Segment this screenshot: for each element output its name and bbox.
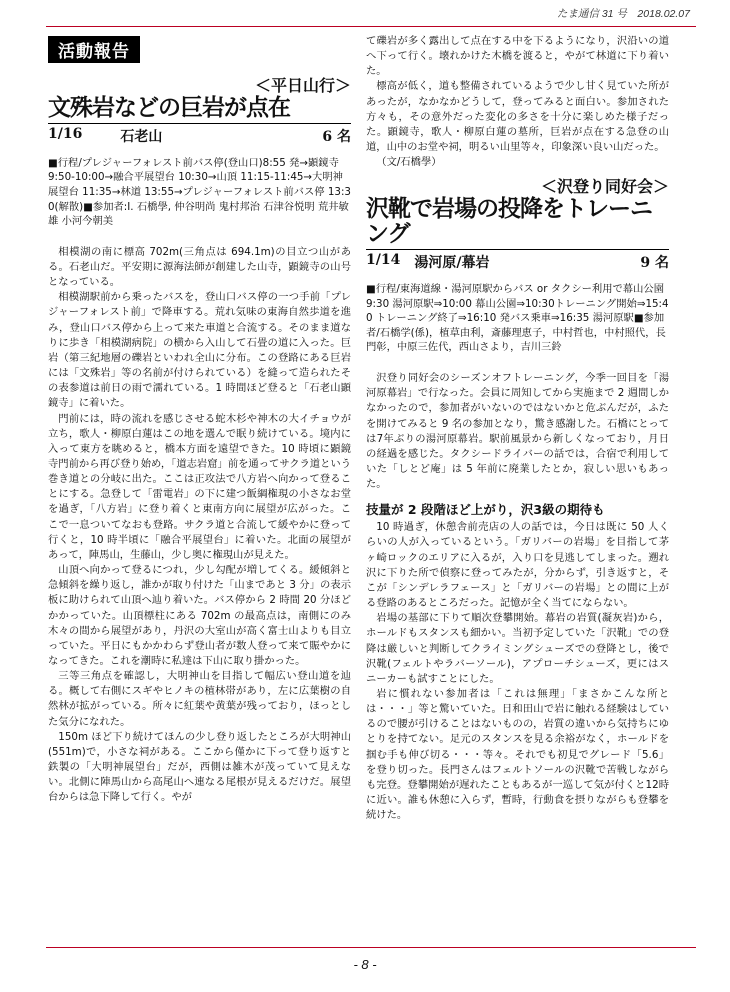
trip-location: 石老山 bbox=[120, 128, 163, 145]
article-title: 沢靴で岩場の投降をトレーニング bbox=[366, 197, 669, 250]
author-signature: （文/石橋學） bbox=[376, 156, 442, 169]
itinerary-block: ■行程/プレジャーフォレスト前バス停(登山口)8:55 発→顕鏡寺 9:50-10:00→融合平展望台 10:30→山頂 11:15-11:45→大明神展望台 11:35→林道 13:55→プレジャーフォレスト前バス停 13:30(解散)■参加者:I. 石橋學, 仲谷明尚 鬼村邦治 石津谷悦明 荒井敏雄 小河今朝美 bbox=[48, 156, 351, 228]
right-column bbox=[366, 34, 669, 823]
paragraph: 山頂へ向かって登るにつれ，少し勾配が増してくる。緩傾斜と急傾斜を繰り返し，誰かが取り付けた「山まであと 3 分」の表示板に助けられて山頂へ辿り着いた。バス停から 2 時間 20 分ほどかかっていた。山頂標柱にある 702m の最高点は，南側にのみ木々の間から展望があり，丹沢の大室山が高く富士山よりも目立っていた。平日にもかかわらず登山者が数人登って来て賑やかになってきた。これを潮時に私達は下山に取り掛かった。 bbox=[48, 564, 351, 668]
paragraph: 10 時過ぎ，休憩舎前売店の人の話では，今日は既に 50 人くらいの人が入っているという。「ガリバーの岩場」を目指して茅ヶ崎ロックのエリアに入るが，入り口を見逃してしまった。遡れ沢に下りた所で偵察に登ってみたが，分からず，引き返すと，そこが「シンデレラフェース」と「ガリバーの岩場」との間に上がる登路のあるところだった。記憶が全く当てにならない。 bbox=[366, 521, 669, 610]
continued-body bbox=[366, 34, 669, 170]
top-rule bbox=[46, 26, 696, 27]
article-info bbox=[48, 126, 351, 146]
itinerary-block: ■行程/東海道線・湯河原駅からバス or タクシー利用で幕山公園 9:30 湯河原駅⇒10:00 幕山公園⇒10:30トレーニング開始⇒15:40 トレーニング終了⇒16:10 発バス乗車⇒16:35 湯河原駅■参加者/石橋学(係)，植草由利，斎藤理恵子，中村哲也，中村照代，長門彰，中原三佐代，西山さより，吉川三鈴 bbox=[366, 283, 669, 354]
article-tag: ＜平日山行＞ bbox=[254, 76, 351, 95]
article-tag: ＜沢登り同好会＞ bbox=[540, 177, 669, 197]
trip-date: 1/16 bbox=[48, 125, 83, 142]
trip-location: 湯河原/幕岩 bbox=[414, 255, 490, 272]
section-subhead: 技量が 2 段階ほど上がり，沢3級の期待も bbox=[366, 502, 605, 518]
paragraph: 三等三角点を確認し，大明神山を目指して幅広い登山道を辿る。概して右側にスギやヒノキの植林帯があり，左に広葉樹の自然林が拡がっている。所々に紅葉や黄葉が残っており，ほっとした気分になれた。 bbox=[48, 670, 351, 728]
article-body bbox=[366, 371, 669, 492]
paragraph: 相模湖駅前から乗ったバスを，登山口バス停の一つ手前「プレジャーフォレスト前」で降車する。荒れ気味の東海自然歩道を進み，登山口バス停から上って来た車道と合流する。そのまま道なりに歩き「相模湖病院」の横から入山して石畳の道に入った。巨岩（第三紀地層の礫岩といわれ全山に分布。この登路にある巨岩には「文殊岩」等の名前が付けられている）を縫って造られたその表参道は前日の雨で濡れている。1 時間ほど登ると「石老山顕鏡寺」に着いた。 bbox=[48, 291, 351, 410]
section-badge: 活動報告 bbox=[48, 36, 140, 63]
paragraph: て礫岩が多く露出して点在する中を下るようになり，沢沿いの道へ下って行く。壊れかけた木橋を渡ると，やがて林道に下り着いた。 bbox=[366, 35, 669, 78]
participant-count: 6 名 bbox=[322, 128, 351, 145]
article-title: 文殊岩などの巨岩が点在 bbox=[48, 96, 351, 124]
paragraph: 相模湖の南に標高 702m(三角点は 694.1m)の目立つ山がある。石老山だ。平安期に源海法師が創建した山寺，顕鏡寺の山号となっている。 bbox=[48, 245, 351, 289]
paragraph: 標高が低く，道も整備されているようで少し甘く見ていた所があったが，なかなかどうして，登ってみると面白い。参加された方々も，その意外だった変化の多さを十分に楽しめた様子だった。顕鏡寺，歌人・柳原白蓮の墓所，巨岩が点在する急登の山道，山中のお堂や祠，明るい山里等々，印象深い良い山だった。 bbox=[366, 80, 669, 154]
paragraph: 沢登り同好会のシーズンオフトレーニング，今季一回目を「湯河原幕岩」で行なった。会員に周知してから実施まで 2 週間しかなかったので，参加者がいないのではないかと危ぶんだが，ふたを開けてみると 9 名の参加となり，驚き感謝した。石橋にとっては7年ぶりの湯河原幕岩。駅前風景から新しくなっており，月日の経過を感じた。タクシードライバーの話では，合宿で利用していた「しとど庵」は 5 年前に廃業したとか，寂しい思いもあった。 bbox=[366, 372, 669, 491]
paragraph: 岩場の基部に下りて順次登攀開始。幕岩の岩質(凝灰岩)から，ホールドもスタンスも細かい。当初予定していた「沢靴」での登降は厳しいと判断してクライミングシューズでの登降とし，後で沢靴(フェルトやラバーソール)，アプローチシューズ，更にはスニーカーも試すことにした。 bbox=[366, 612, 669, 685]
article-info bbox=[366, 252, 669, 272]
participant-count: 9 名 bbox=[640, 255, 669, 272]
page-number: - 8 - bbox=[353, 957, 377, 972]
article-body bbox=[48, 245, 351, 806]
trip-date: 1/14 bbox=[366, 252, 401, 269]
paragraph: 150m ほど下り続けてほんの少し登り返したところが大明神山(551m)で，小さな祠がある。ここから僅かに下って登り返すと鉄製の「大明神展望台」だが，西側は雑木が茂っていて見えない。北側に陣馬山から高尾山へ連なる尾根が見えるだけだ。展望台からは急下降して行く。やが bbox=[48, 730, 351, 804]
left-column bbox=[48, 34, 351, 806]
article-body bbox=[366, 520, 669, 823]
issue-header: たま通信 31 号 2018.02.07 bbox=[556, 8, 690, 20]
bottom-rule bbox=[46, 947, 696, 948]
paragraph: 岩に慣れない参加者は「これは無理」「まさかこんな所とは・・・」等と驚いていた。日和田山で岩に触れる経験はしているので腰が引けることはないものの，岩質の違いから気持ちにゆとりを持てない。足元のスタンスを見る余裕がなく，ホールドを掴む手も伸び切る・・・等々。それでも初見でグレード「5.6」を登り切った。長門さんはフェルトソールの沢靴で苦戦しながらも完登。登攀開始が遅れたこともあるが一巡して気が付くと12時に近い。誰も休憩に入らず，暫時，行動食を摂りながらも登攀を続けた。 bbox=[366, 688, 669, 822]
paragraph: 門前には，時の流れを感じさせる蛇木杉や神木の大イチョウが立ち，歌人・柳原白蓮はこの地を選んで眠り続けている。境内に入って東方を眺めると，橋本方面を遠望できた。10 時頃に顕鏡寺門前から再び登り始め，「道志岩窟」前を通ってサクラ道という巻き道との分岐に出た。ここは正攻法で八方岩へ向かって登ることにする。急登して「雷電岩」の下に建つ飯綱権現の小さなお堂を過ぎ，「八方岩」に登り着くと東南方向に展望が広がった。ここで一息ついてなおも登路。サクラ道と合流して緩やかに登って行くと，10 時半頃に「融合平展望台」に着いた。北面の展望があって，陣馬山，生藤山，少し奥に権現山が見えた。 bbox=[48, 412, 351, 561]
